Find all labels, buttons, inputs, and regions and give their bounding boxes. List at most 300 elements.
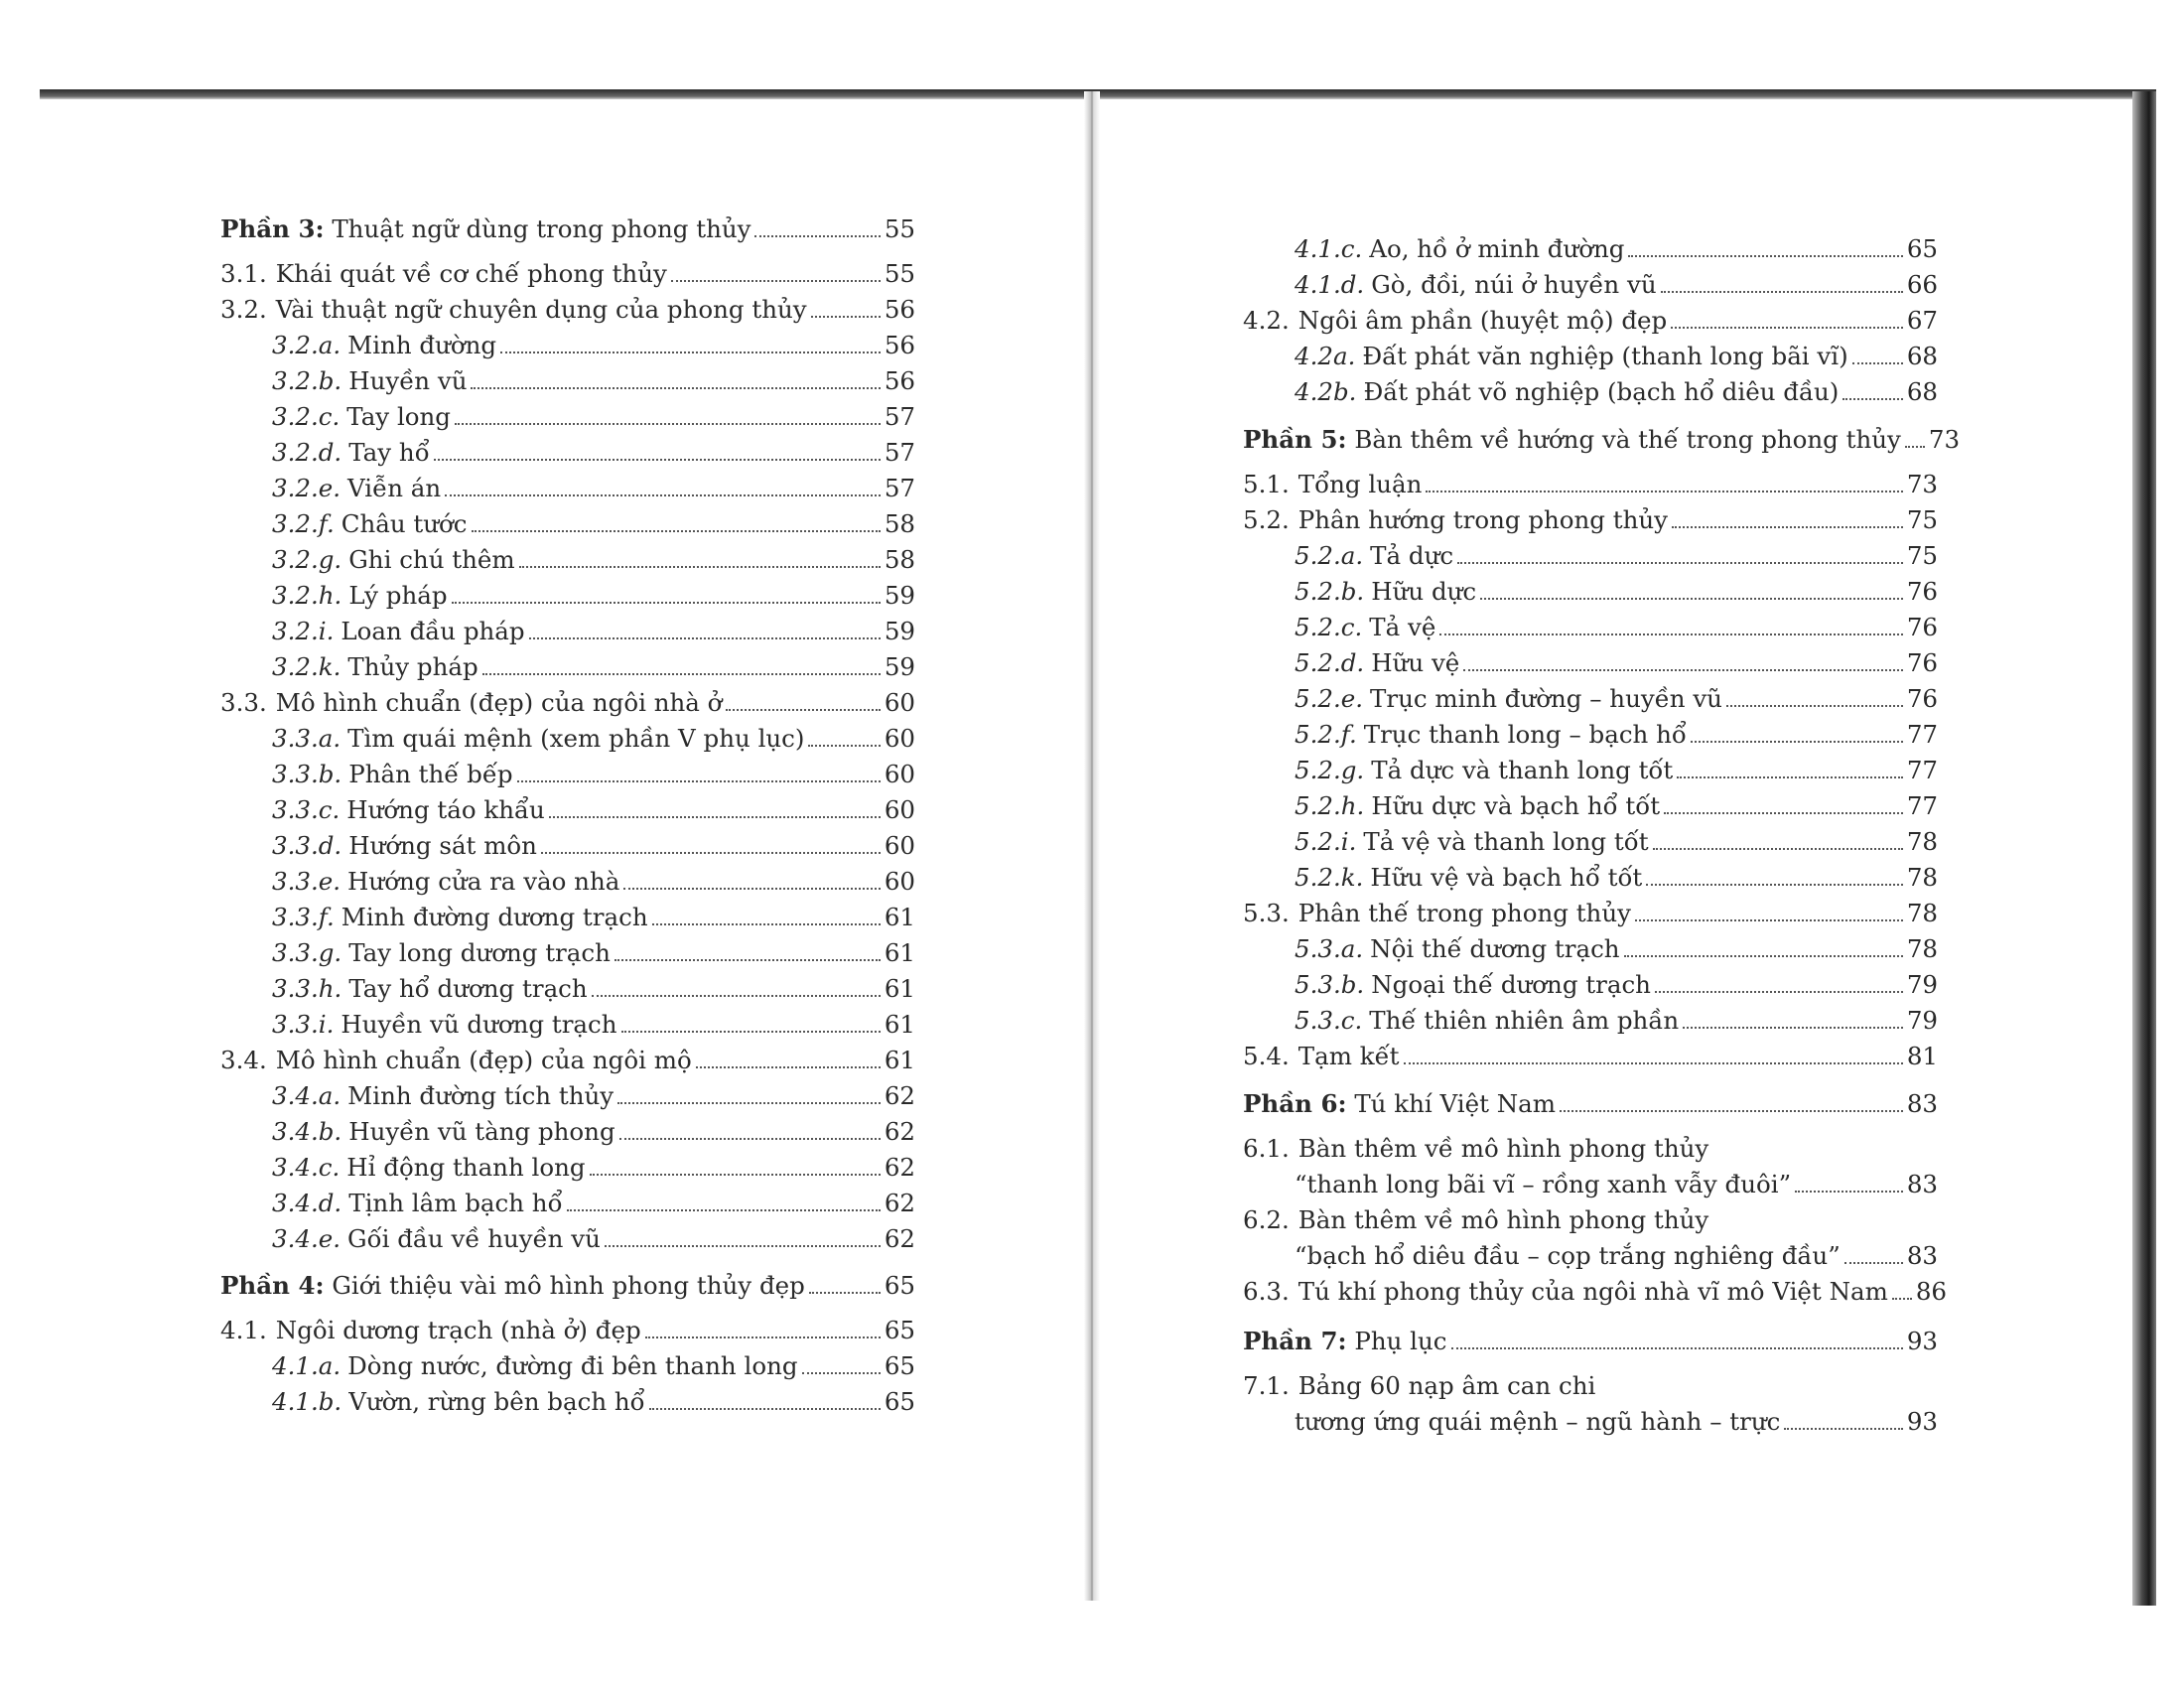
toc-section-entry bbox=[1243, 505, 1938, 535]
toc-section-number: 4.1.a. bbox=[272, 1351, 341, 1380]
toc-section-number: 5.4. bbox=[1243, 1042, 1290, 1070]
toc-section-number: 6.2. bbox=[1243, 1205, 1290, 1234]
toc-subsection-entry bbox=[220, 795, 915, 825]
toc-entry-label: Tay hổ bbox=[348, 438, 430, 467]
toc-entry-label: Huyền vũ bbox=[348, 366, 468, 395]
dot-leader bbox=[1844, 1262, 1903, 1264]
toc-section-entry bbox=[1243, 899, 1938, 928]
toc-section-number: 3.3.c. bbox=[272, 795, 341, 824]
dot-leader bbox=[1892, 1298, 1912, 1300]
dot-leader bbox=[1646, 884, 1903, 886]
toc-subsection-entry bbox=[220, 1153, 915, 1183]
toc-section-number: 4.1.c. bbox=[1295, 234, 1363, 263]
toc-entry-label: Viễn án bbox=[347, 474, 442, 502]
toc-entry-label: Khái quát về cơ chế phong thủy bbox=[275, 259, 667, 288]
toc-entry-label: Giới thiệu vài mô hình phong thủy đẹp bbox=[324, 1271, 805, 1300]
dot-leader bbox=[811, 316, 881, 318]
toc-entry-label: Minh đường dương trạch bbox=[341, 903, 648, 931]
toc-page-number: 61 bbox=[884, 938, 915, 967]
toc-subsection-entry bbox=[220, 1010, 915, 1040]
toc-subsection-entry bbox=[220, 581, 915, 611]
toc-part-heading bbox=[220, 1271, 915, 1301]
toc-section-entry bbox=[1243, 1042, 1938, 1071]
toc-section-number: 3.3.i. bbox=[272, 1010, 335, 1039]
toc-subsection-entry bbox=[220, 1117, 915, 1147]
toc-page-number: 61 bbox=[884, 903, 915, 931]
toc-section-number: 3.3.h. bbox=[272, 974, 342, 1003]
toc-section-number: 3.3.f. bbox=[272, 903, 335, 931]
toc-page-number: 78 bbox=[1906, 827, 1938, 856]
toc-section-number: 3.2.d. bbox=[272, 438, 342, 467]
toc-entry-label: Minh đường tích thủy bbox=[347, 1081, 614, 1110]
toc-subsection-entry bbox=[1243, 863, 1938, 893]
book-spine bbox=[1084, 91, 1100, 1601]
toc-entry-label: Hướng cửa ra vào nhà bbox=[347, 867, 620, 896]
toc-section-number: 6.3. bbox=[1243, 1277, 1290, 1306]
dot-leader bbox=[472, 530, 881, 532]
dot-leader bbox=[754, 235, 880, 237]
toc-section-number: 6.1. bbox=[1243, 1134, 1290, 1163]
toc-page-number: 67 bbox=[1906, 306, 1938, 335]
dot-leader bbox=[1795, 1191, 1903, 1193]
toc-section-heading bbox=[1243, 1205, 1938, 1235]
toc-entry-label: Hướng táo khẩu bbox=[346, 795, 545, 824]
dot-leader bbox=[621, 1031, 881, 1033]
toc-page-number: 59 bbox=[884, 581, 915, 610]
dot-leader bbox=[452, 602, 881, 604]
toc-page-number: 77 bbox=[1906, 720, 1938, 749]
dot-leader bbox=[471, 387, 880, 389]
toc-page-number: 78 bbox=[1906, 863, 1938, 892]
toc-entry-label: tương ứng quái mệnh – ngũ hành – trực bbox=[1295, 1407, 1781, 1436]
dot-leader bbox=[1784, 1428, 1902, 1430]
toc-section-number: 3.4.a. bbox=[272, 1081, 341, 1110]
toc-subsection-entry bbox=[220, 1189, 915, 1218]
toc-page-number: 59 bbox=[884, 617, 915, 645]
toc-entry-label: Ao, hồ ở minh đường bbox=[1369, 234, 1625, 263]
toc-section-number: 3.2.k. bbox=[272, 652, 341, 681]
toc-section-number: 3.3.a. bbox=[272, 724, 341, 753]
toc-page-number: 73 bbox=[1906, 470, 1938, 498]
toc-section-number: 5.2.f. bbox=[1295, 720, 1357, 749]
toc-entry-label: Gò, đồi, núi ở huyền vũ bbox=[1371, 270, 1657, 299]
toc-page-number: 57 bbox=[884, 474, 915, 502]
dot-leader bbox=[1661, 291, 1903, 293]
dot-leader bbox=[1463, 669, 1903, 671]
toc-section-number: 3.4.b. bbox=[272, 1117, 342, 1146]
toc-section-number: 3.2.g. bbox=[272, 545, 342, 574]
toc-page-number: 56 bbox=[884, 295, 915, 324]
toc-section-number: 4.2b. bbox=[1295, 377, 1357, 406]
toc-entry-label: Bàn thêm về mô hình phong thủy bbox=[1297, 1134, 1709, 1163]
dot-leader bbox=[549, 816, 881, 818]
toc-entry-label: Ngôi âm phần (huyệt mộ) đẹp bbox=[1297, 306, 1668, 335]
dot-leader bbox=[802, 1372, 881, 1374]
toc-entry-label: Tổng luận bbox=[1297, 470, 1423, 498]
dot-leader bbox=[605, 1245, 881, 1247]
toc-subsection-entry bbox=[220, 545, 915, 575]
toc-part-heading bbox=[1243, 1327, 1938, 1356]
toc-subsection-entry bbox=[220, 867, 915, 897]
dot-leader bbox=[1628, 255, 1902, 257]
toc-part-number: Phần 7: bbox=[1243, 1327, 1347, 1355]
toc-subsection-entry bbox=[220, 760, 915, 789]
toc-page-number: 60 bbox=[884, 760, 915, 788]
toc-entry-continuation bbox=[1243, 1170, 1938, 1199]
toc-subsection-entry bbox=[1243, 756, 1938, 785]
dot-leader bbox=[1671, 327, 1903, 329]
toc-page-number: 83 bbox=[1906, 1170, 1938, 1198]
toc-page-number: 93 bbox=[1906, 1327, 1938, 1355]
toc-page-number: 68 bbox=[1906, 342, 1938, 370]
toc-page-number: 78 bbox=[1906, 934, 1938, 963]
toc-page-number: 75 bbox=[1906, 505, 1938, 534]
dot-leader bbox=[517, 780, 881, 782]
toc-section-number: 3.3.d. bbox=[272, 831, 342, 860]
toc-entry-label: Tú khí Việt Nam bbox=[1346, 1089, 1556, 1118]
toc-entry-label: Tả vệ và thanh long tốt bbox=[1363, 827, 1649, 856]
toc-entry-label: Tịnh lâm bạch hổ bbox=[348, 1189, 563, 1217]
toc-section-number: 3.2.f. bbox=[272, 509, 335, 538]
toc-entry-label: Vài thuật ngữ chuyên dụng của phong thủy bbox=[275, 295, 807, 324]
toc-entry-label: Tìm quái mệnh (xem phần V phụ lục) bbox=[347, 724, 805, 753]
toc-page-number: 65 bbox=[884, 1271, 915, 1300]
dot-leader bbox=[614, 959, 881, 961]
toc-page-number: 68 bbox=[1906, 377, 1938, 406]
toc-section-number: 5.2.d. bbox=[1295, 648, 1365, 677]
toc-section-number: 5.2.b. bbox=[1295, 577, 1365, 606]
dot-leader bbox=[671, 280, 881, 282]
toc-subsection-entry bbox=[220, 974, 915, 1004]
toc-entry-label: Châu tước bbox=[341, 509, 468, 538]
toc-entry-label: Ghi chú thêm bbox=[348, 545, 515, 574]
toc-entry-label: Hữu dực bbox=[1371, 577, 1477, 606]
dot-leader bbox=[1691, 741, 1903, 743]
toc-section-number: 5.1. bbox=[1243, 470, 1290, 498]
toc-section-number: 4.1.d. bbox=[1295, 270, 1365, 299]
toc-page-number: 62 bbox=[884, 1153, 915, 1182]
toc-page-number: 65 bbox=[1906, 234, 1938, 263]
toc-section-entry bbox=[1243, 306, 1938, 336]
toc-page-number: 61 bbox=[884, 974, 915, 1003]
toc-entry-label: Hữu vệ bbox=[1371, 648, 1460, 677]
toc-page-number: 79 bbox=[1906, 970, 1938, 999]
toc-page-number: 77 bbox=[1906, 791, 1938, 820]
toc-page-number: 65 bbox=[884, 1387, 915, 1416]
toc-entry-label: Huyền vũ tàng phong bbox=[348, 1117, 615, 1146]
toc-section-number: 7.1. bbox=[1243, 1371, 1290, 1400]
toc-entry-label: Tả vệ bbox=[1369, 613, 1436, 641]
toc-entry-label: Lý pháp bbox=[348, 581, 448, 610]
toc-subsection-entry bbox=[220, 438, 915, 468]
toc-page-number: 62 bbox=[884, 1189, 915, 1217]
dot-leader bbox=[1852, 362, 1903, 364]
dot-leader bbox=[1653, 848, 1903, 850]
toc-page-number: 83 bbox=[1906, 1089, 1938, 1118]
toc-subsection-entry bbox=[220, 366, 915, 396]
toc-subsection-entry bbox=[1243, 684, 1938, 714]
toc-entry-label: Trục thanh long – bạch hổ bbox=[1363, 720, 1687, 749]
toc-page-number: 77 bbox=[1906, 756, 1938, 784]
toc-page-number: 58 bbox=[884, 545, 915, 574]
dot-leader bbox=[1683, 1027, 1903, 1029]
toc-page-number: 62 bbox=[884, 1117, 915, 1146]
toc-section-number: 4.2a. bbox=[1295, 342, 1356, 370]
dot-leader bbox=[1672, 526, 1903, 528]
toc-entry-label: Bảng 60 nạp âm can chi bbox=[1297, 1371, 1596, 1400]
toc-section-number: 5.3.a. bbox=[1295, 934, 1364, 963]
dot-leader bbox=[645, 1336, 881, 1338]
toc-subsection-entry bbox=[1243, 342, 1938, 371]
toc-entry-label: Tú khí phong thủy của ngôi nhà vĩ mô Việt Nam bbox=[1297, 1277, 1888, 1306]
toc-page-number: 66 bbox=[1906, 270, 1938, 299]
dot-leader bbox=[434, 459, 881, 461]
toc-page-number: 60 bbox=[884, 867, 915, 896]
toc-section-number: 3.3.e. bbox=[272, 867, 341, 896]
toc-page-number: 57 bbox=[884, 438, 915, 467]
toc-entry-label: Ngôi dương trạch (nhà ở) đẹp bbox=[275, 1316, 641, 1344]
dot-leader bbox=[541, 852, 881, 854]
dot-leader bbox=[696, 1066, 881, 1068]
toc-page-number: 56 bbox=[884, 331, 915, 359]
dot-leader bbox=[1439, 633, 1902, 635]
toc-entry-label: Ngoại thế dương trạch bbox=[1371, 970, 1651, 999]
toc-subsection-entry bbox=[1243, 377, 1938, 407]
toc-entry-label: Phân hướng trong phong thủy bbox=[1297, 505, 1669, 534]
toc-page-number: 76 bbox=[1906, 613, 1938, 641]
toc-section-entry bbox=[1243, 1277, 1948, 1307]
toc-subsection-entry bbox=[1243, 613, 1938, 642]
toc-section-number: 5.2.c. bbox=[1295, 613, 1363, 641]
toc-section-number: 5.3. bbox=[1243, 899, 1290, 927]
toc-entry-label: Đất phát võ nghiệp (bạch hổ diêu đầu) bbox=[1363, 377, 1840, 406]
dot-leader bbox=[500, 352, 881, 353]
dot-leader bbox=[726, 709, 880, 711]
toc-page-number: 65 bbox=[884, 1316, 915, 1344]
toc-section-entry bbox=[220, 295, 915, 325]
dot-leader bbox=[619, 1138, 881, 1140]
toc-entry-label: “bạch hổ diêu đầu – cọp trắng nghiêng đầu” bbox=[1295, 1241, 1841, 1270]
toc-subsection-entry bbox=[220, 1351, 915, 1381]
toc-section-number: 5.2.g. bbox=[1295, 756, 1365, 784]
toc-page-number: 76 bbox=[1906, 684, 1938, 713]
toc-entry-label: Thế thiên nhiên âm phần bbox=[1369, 1006, 1680, 1035]
toc-part-number: Phần 4: bbox=[220, 1271, 325, 1300]
toc-entry-label: Minh đường bbox=[347, 331, 497, 359]
dot-leader bbox=[592, 995, 881, 997]
toc-entry-label: Hữu vệ và bạch hổ tốt bbox=[1370, 863, 1643, 892]
toc-entry-label: Tay hổ dương trạch bbox=[348, 974, 588, 1003]
toc-entry-label: Nội thế dương trạch bbox=[1370, 934, 1620, 963]
toc-entry-label: Tả dực bbox=[1370, 541, 1454, 570]
toc-section-entry bbox=[1243, 470, 1938, 499]
toc-subsection-entry bbox=[220, 831, 915, 861]
toc-entry-label: Bàn thêm về hướng và thế trong phong thủy bbox=[1346, 425, 1901, 454]
dot-leader bbox=[1905, 446, 1925, 448]
toc-page-number: 73 bbox=[1928, 425, 1961, 454]
toc-section-number: 4.2. bbox=[1243, 306, 1290, 335]
toc-subsection-entry bbox=[220, 652, 915, 682]
dot-leader bbox=[1843, 398, 1903, 400]
toc-subsection-entry bbox=[1243, 720, 1938, 750]
toc-entry-label: Hướng sát môn bbox=[348, 831, 537, 860]
dot-leader bbox=[617, 1102, 881, 1104]
toc-page-number: 61 bbox=[884, 1046, 915, 1074]
toc-entry-label: Phân thế trong phong thủy bbox=[1297, 899, 1631, 927]
toc-part-heading bbox=[220, 214, 915, 244]
dot-leader bbox=[590, 1174, 881, 1176]
toc-entry-label: Mô hình chuẩn (đẹp) của ngôi nhà ở bbox=[275, 688, 723, 717]
toc-section-number: 5.2.e. bbox=[1295, 684, 1364, 713]
toc-entry-label: Mô hình chuẩn (đẹp) của ngôi mộ bbox=[275, 1046, 692, 1074]
toc-entry-label: Huyền vũ dương trạch bbox=[341, 1010, 617, 1039]
toc-section-entry bbox=[220, 1046, 915, 1075]
toc-section-number: 3.4.c. bbox=[272, 1153, 341, 1182]
toc-page-number: 57 bbox=[884, 402, 915, 431]
dot-leader bbox=[623, 888, 880, 890]
toc-subsection-entry bbox=[220, 903, 915, 932]
toc-page-number: 60 bbox=[884, 831, 915, 860]
toc-page-number: 93 bbox=[1906, 1407, 1938, 1436]
toc-section-number: 3.2.i. bbox=[272, 617, 335, 645]
toc-page-number: 86 bbox=[1915, 1277, 1948, 1306]
toc-subsection-entry bbox=[1243, 791, 1938, 821]
toc-subsection-entry bbox=[220, 331, 915, 360]
dot-leader bbox=[1451, 1347, 1903, 1349]
toc-section-number: 3.2.h. bbox=[272, 581, 342, 610]
toc-page-number: 83 bbox=[1906, 1241, 1938, 1270]
toc-page-number: 59 bbox=[884, 652, 915, 681]
toc-section-number: 3.2.b. bbox=[272, 366, 342, 395]
toc-page-number: 60 bbox=[884, 688, 915, 717]
toc-page-number: 60 bbox=[884, 724, 915, 753]
toc-entry-label: Tay long bbox=[346, 402, 451, 431]
toc-subsection-entry bbox=[220, 1224, 915, 1254]
toc-subsection-entry bbox=[1243, 541, 1938, 571]
toc-subsection-entry bbox=[220, 509, 915, 539]
toc-entry-label: Thủy pháp bbox=[347, 652, 478, 681]
toc-entry-label: Phụ lục bbox=[1346, 1327, 1447, 1355]
toc-section-number: 5.2. bbox=[1243, 505, 1290, 534]
toc-section-number: 5.3.c. bbox=[1295, 1006, 1363, 1035]
toc-page-number: 76 bbox=[1906, 577, 1938, 606]
toc-page-number: 58 bbox=[884, 509, 915, 538]
toc-section-number: 5.2.k. bbox=[1295, 863, 1364, 892]
dot-leader bbox=[1426, 491, 1902, 492]
toc-section-number: 5.2.h. bbox=[1295, 791, 1365, 820]
toc-entry-label: Tả dực và thanh long tốt bbox=[1371, 756, 1674, 784]
toc-section-heading bbox=[1243, 1134, 1938, 1164]
toc-section-number: 3.3.g. bbox=[272, 938, 342, 967]
toc-entry-label: Tạm kết bbox=[1297, 1042, 1400, 1070]
toc-entry-label: Thuật ngữ dùng trong phong thủy bbox=[324, 214, 751, 243]
toc-entry-label: Bàn thêm về mô hình phong thủy bbox=[1297, 1205, 1709, 1234]
dot-leader bbox=[1635, 919, 1903, 921]
toc-page-number: 55 bbox=[884, 259, 915, 288]
dot-leader bbox=[529, 637, 881, 639]
dot-leader bbox=[1655, 991, 1903, 993]
toc-page-number: 62 bbox=[884, 1081, 915, 1110]
toc-page-number: 75 bbox=[1906, 541, 1938, 570]
toc-section-number: 5.2.i. bbox=[1295, 827, 1357, 856]
toc-section-number: 4.1. bbox=[220, 1316, 267, 1344]
toc-part-number: Phần 6: bbox=[1243, 1089, 1347, 1118]
toc-subsection-entry bbox=[1243, 234, 1938, 264]
toc-part-number: Phần 3: bbox=[220, 214, 325, 243]
toc-entry-label: Loan đầu pháp bbox=[341, 617, 525, 645]
toc-section-number: 5.3.b. bbox=[1295, 970, 1365, 999]
toc-subsection-entry bbox=[1243, 648, 1938, 678]
toc-page-number: 79 bbox=[1906, 1006, 1938, 1035]
toc-part-heading bbox=[1243, 1089, 1938, 1119]
dot-leader bbox=[1624, 955, 1903, 957]
toc-page-number: 60 bbox=[884, 795, 915, 824]
toc-subsection-entry bbox=[1243, 1006, 1938, 1036]
toc-entry-label: Phân thế bếp bbox=[348, 760, 513, 788]
toc-section-entry bbox=[220, 688, 915, 718]
toc-subsection-entry bbox=[1243, 970, 1938, 1000]
dot-leader bbox=[808, 745, 880, 747]
toc-section-entry bbox=[220, 1316, 915, 1345]
toc-subsection-entry bbox=[220, 474, 915, 503]
toc-entry-label: Đất phát văn nghiệp (thanh long bãi vĩ) bbox=[1362, 342, 1848, 370]
toc-part-number: Phần 5: bbox=[1243, 425, 1347, 454]
toc-section-number: 3.2.e. bbox=[272, 474, 341, 502]
toc-page-number: 81 bbox=[1906, 1042, 1938, 1070]
toc-page-number: 61 bbox=[884, 1010, 915, 1039]
dot-leader bbox=[1677, 776, 1903, 778]
toc-subsection-entry bbox=[1243, 577, 1938, 607]
toc-entry-label: Gối đầu về huyền vũ bbox=[347, 1224, 601, 1253]
dot-leader bbox=[1560, 1110, 1903, 1112]
toc-entry-continuation bbox=[1243, 1407, 1938, 1437]
toc-page-number: 78 bbox=[1906, 899, 1938, 927]
toc-section-number: 4.1.b. bbox=[272, 1387, 342, 1416]
toc-entry-label: Tay long dương trạch bbox=[348, 938, 611, 967]
dot-leader bbox=[567, 1209, 881, 1211]
toc-subsection-entry bbox=[220, 1387, 915, 1417]
dot-leader bbox=[1726, 705, 1903, 707]
toc-page-number: 55 bbox=[884, 214, 915, 243]
toc-section-number: 3.3. bbox=[220, 688, 267, 717]
toc-entry-label: Dòng nước, đường đi bên thanh long bbox=[347, 1351, 798, 1380]
toc-entry-label: Hỉ động thanh long bbox=[346, 1153, 586, 1182]
toc-subsection-entry bbox=[220, 724, 915, 754]
toc-subsection-entry bbox=[1243, 934, 1938, 964]
toc-part-heading bbox=[1243, 425, 1961, 455]
toc-entry-label: Hữu dực và bạch hổ tốt bbox=[1371, 791, 1661, 820]
toc-section-number: 3.1. bbox=[220, 259, 267, 288]
toc-section-number: 3.4.d. bbox=[272, 1189, 342, 1217]
toc-entry-label: Trục minh đường – huyền vũ bbox=[1370, 684, 1722, 713]
toc-entry-label: Vườn, rừng bên bạch hổ bbox=[348, 1387, 645, 1416]
toc-subsection-entry bbox=[220, 938, 915, 968]
toc-section-number: 5.2.a. bbox=[1295, 541, 1364, 570]
dot-leader bbox=[519, 566, 881, 568]
dot-leader bbox=[482, 673, 881, 675]
toc-section-number: 3.4. bbox=[220, 1046, 267, 1074]
toc-section-number: 3.2.a. bbox=[272, 331, 341, 359]
dot-leader bbox=[809, 1292, 881, 1294]
toc-subsection-entry bbox=[220, 402, 915, 432]
toc-subsection-entry bbox=[220, 617, 915, 646]
toc-page-number: 76 bbox=[1906, 648, 1938, 677]
toc-page-number: 56 bbox=[884, 366, 915, 395]
toc-section-number: 3.2. bbox=[220, 295, 267, 324]
dot-leader bbox=[1404, 1062, 1903, 1064]
toc-entry-label: “thanh long bãi vĩ – rồng xanh vẫy đuôi” bbox=[1295, 1170, 1792, 1198]
toc-section-heading bbox=[1243, 1371, 1938, 1401]
